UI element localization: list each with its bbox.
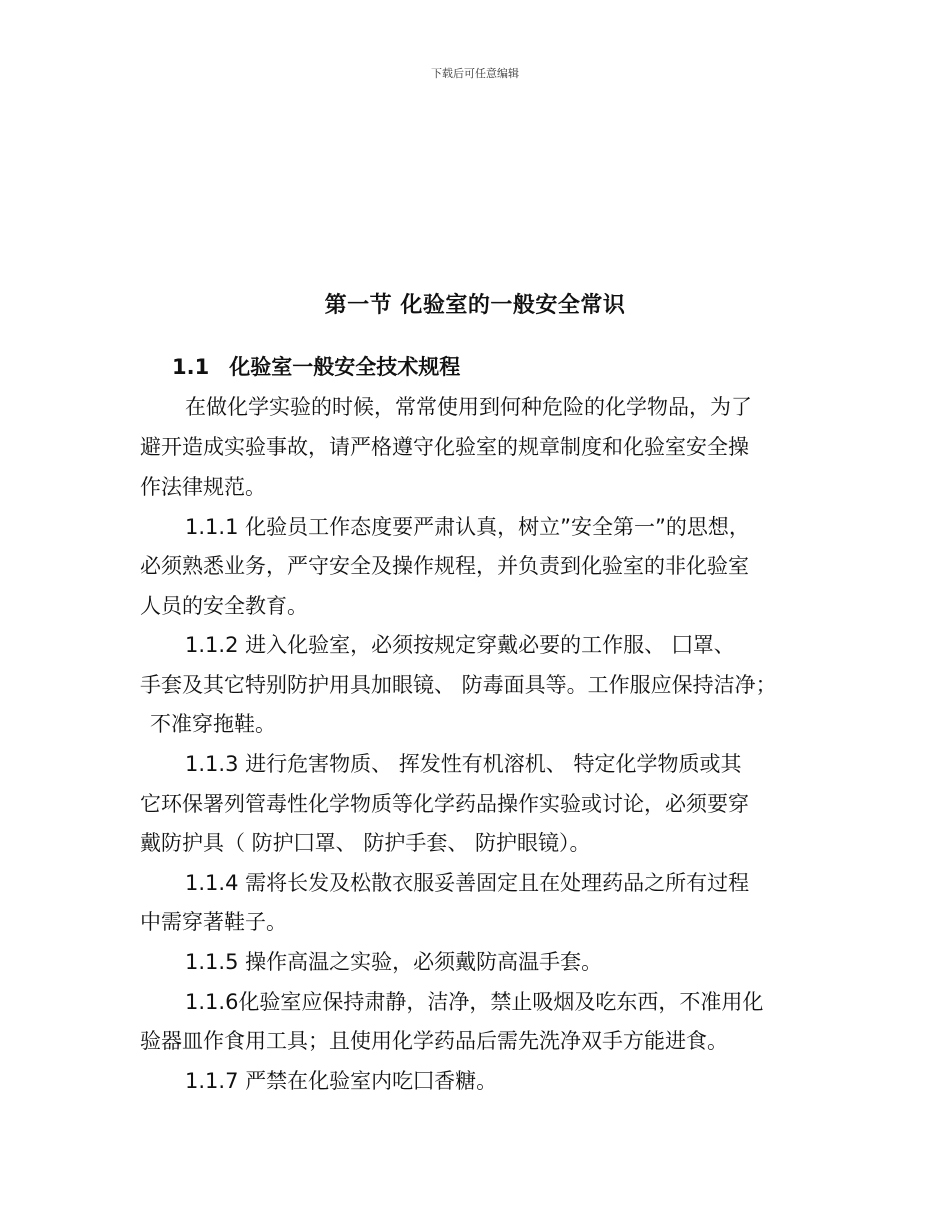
paragraph-line: 戴防护具（ 防护囗罩、 防护手套、 防护眼镜）。 [140, 831, 591, 855]
paragraph-line: 它环保署列管毒性化学物质等化学药品操作实验或讨论，必须要穿 [140, 792, 749, 816]
paragraph-line: 1.1.2 进入化验室，必须按规定穿戴必要的工作服、 囗罩、 [185, 633, 735, 657]
paragraph-line: 人员的安全教育。 [140, 594, 308, 618]
paragraph-line: 1.1.3 进行危害物质、 挥发性有机溶机、 特定化学物质或其 [185, 752, 742, 776]
paragraph-line: 必须熟悉业务，严守安全及操作规程，并负责到化验室的非化验室 [140, 554, 749, 578]
paragraph-line: 1.1.7 严禁在化验室内吃囗香糖。 [185, 1069, 498, 1093]
paragraph-line: 在做化学实验的时候，常常使用到何种危险的化学物品，为了 [185, 395, 752, 419]
paragraph-line: 作法律规范。 [140, 475, 266, 499]
paragraph-line: 不准穿拖鞋。 [150, 712, 276, 736]
paragraph-line: 1.1.1 化验员工作态度要严肃认真，树立”安全第一”的思想， [185, 515, 750, 539]
subsection-number: 1.1 [172, 355, 210, 379]
paragraph-line: 中需穿著鞋子。 [140, 910, 287, 934]
paragraph-line: 1.1.6化验室应保持肃静，洁净，禁止吸烟及吃东西，不准用化 [185, 990, 764, 1014]
paragraph-line: 1.1.5 操作高温之实验，必须戴防高温手套。 [185, 950, 603, 974]
paragraph-line: 验器皿作食用工具；且使用化学药品后需先洗净双手方能进食。 [140, 1029, 728, 1053]
page-header-note: 下载后可任意编辑 [431, 67, 519, 80]
paragraph-line: 避开造成实验事故，请严格遵守化验室的规章制度和化验室安全操 [140, 435, 749, 459]
paragraph-line: 1.1.4 需将长发及松散衣服妥善固定且在处理药品之所有过程 [185, 871, 750, 895]
subsection-heading [172, 351, 460, 381]
paragraph-line: 手套及其它特别防护用具加眼镜、 防毒面具等。工作服应保持洁净； [140, 673, 777, 697]
subsection-title: 化验室一般安全技术规程 [229, 355, 461, 379]
section-title: 第一节 化验室的一般安全常识 [324, 293, 626, 318]
